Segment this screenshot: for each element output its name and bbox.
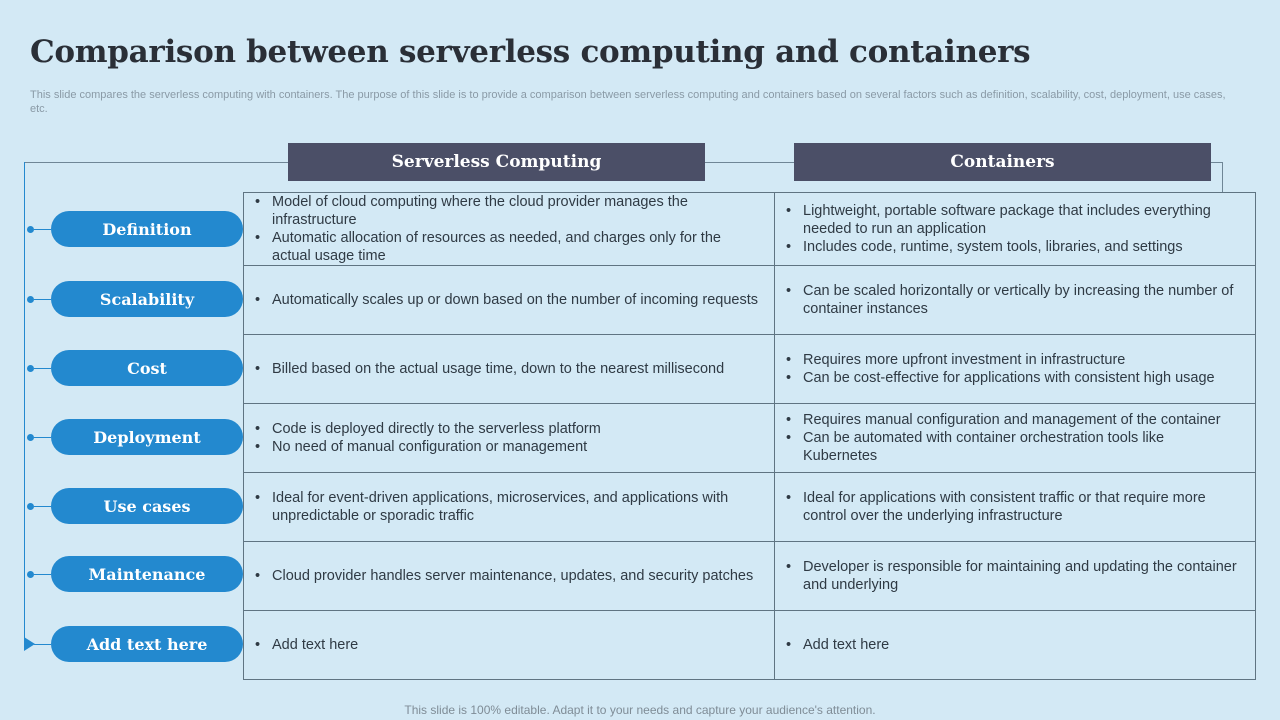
serverless-bullet-list bbox=[254, 489, 760, 525]
bullet-item: • Ideal for event-driven applications, microservices, and applications with unpredictable or sporadic traffic bbox=[254, 489, 760, 525]
containers-bullet-list bbox=[785, 636, 1241, 654]
containers-cell bbox=[775, 473, 1256, 542]
timeline-dot bbox=[27, 296, 34, 303]
bullet-item: • Model of cloud computing where the cloud provider manages the infrastructure bbox=[254, 193, 760, 229]
row-label-maintenance: Maintenance bbox=[51, 556, 243, 592]
table-row bbox=[244, 542, 1256, 611]
containers-cell bbox=[775, 266, 1256, 335]
bullet-item: • Requires manual configuration and management of the container bbox=[785, 411, 1241, 429]
bullet-item: • Automatically scales up or down based on the number of incoming requests bbox=[254, 291, 760, 309]
connector-line bbox=[34, 437, 51, 438]
connector-line bbox=[34, 506, 51, 507]
timeline-dot bbox=[27, 365, 34, 372]
bullet-item: • Ideal for applications with consistent traffic or that require more control over the underlying infrastructure bbox=[785, 489, 1241, 525]
comparison-table bbox=[243, 192, 1256, 680]
containers-cell bbox=[775, 404, 1256, 473]
row-label-use-cases: Use cases bbox=[51, 488, 243, 524]
serverless-bullet-list bbox=[254, 291, 760, 309]
bullet-item: • Developer is responsible for maintaining and updating the container and underlying bbox=[785, 558, 1241, 594]
bullet-item: • Includes code, runtime, system tools, libraries, and settings bbox=[785, 238, 1241, 256]
frame-top-line-left bbox=[24, 162, 288, 163]
footer-note: This slide is 100% editable. Adapt it to your needs and capture your audience's attention. bbox=[404, 703, 876, 717]
containers-bullet-list bbox=[785, 351, 1241, 387]
containers-bullet-list bbox=[785, 489, 1241, 525]
serverless-cell bbox=[244, 404, 775, 473]
table-row bbox=[244, 611, 1256, 680]
connector-line bbox=[34, 644, 51, 645]
serverless-cell bbox=[244, 611, 775, 680]
serverless-cell bbox=[244, 193, 775, 266]
bullet-item: • Requires more upfront investment in infrastructure bbox=[785, 351, 1241, 369]
timeline-dot bbox=[27, 571, 34, 578]
row-label-scalability: Scalability bbox=[51, 281, 243, 317]
timeline-dot bbox=[27, 226, 34, 233]
table-row bbox=[244, 193, 1256, 266]
slide-title: Comparison between serverless computing and containers bbox=[30, 34, 1031, 70]
bullet-item: • Lightweight, portable software package that includes everything needed to run an application bbox=[785, 202, 1241, 238]
serverless-bullet-list bbox=[254, 420, 760, 456]
serverless-cell bbox=[244, 335, 775, 404]
serverless-bullet-list bbox=[254, 360, 760, 378]
table-row bbox=[244, 404, 1256, 473]
row-label-definition: Definition bbox=[51, 211, 243, 247]
containers-bullet-list bbox=[785, 411, 1241, 465]
row-label-add-text-here: Add text here bbox=[51, 626, 243, 662]
frame-right-line bbox=[1222, 162, 1223, 192]
containers-bullet-list bbox=[785, 202, 1241, 256]
table-row bbox=[244, 266, 1256, 335]
row-label-deployment: Deployment bbox=[51, 419, 243, 455]
bullet-item: • Can be automated with container orchestration tools like Kubernetes bbox=[785, 429, 1241, 465]
serverless-cell bbox=[244, 266, 775, 335]
connector-line bbox=[34, 368, 51, 369]
column-header-containers: Containers bbox=[794, 143, 1211, 181]
containers-cell bbox=[775, 193, 1256, 266]
connector-line bbox=[34, 299, 51, 300]
slide-subtitle: This slide compares the serverless computing with containers. The purpose of this slide is to provide a comparison between serverless computing and containers based on several factors such as definition, scalability, cost, deployment, use cases, etc. bbox=[30, 89, 1226, 115]
serverless-bullet-list bbox=[254, 636, 760, 654]
containers-bullet-list bbox=[785, 282, 1241, 318]
bullet-item: • No need of manual configuration or management bbox=[254, 438, 760, 456]
bullet-item: • Can be scaled horizontally or vertically by increasing the number of container instances bbox=[785, 282, 1241, 318]
containers-cell bbox=[775, 335, 1256, 404]
bullet-item: • Cloud provider handles server maintenance, updates, and security patches bbox=[254, 567, 760, 585]
table-row bbox=[244, 335, 1256, 404]
column-header-serverless: Serverless Computing bbox=[288, 143, 705, 181]
serverless-cell bbox=[244, 473, 775, 542]
timeline-dot bbox=[27, 503, 34, 510]
frame-left-line bbox=[24, 162, 25, 644]
bullet-item: • Code is deployed directly to the serverless platform bbox=[254, 420, 760, 438]
bullet-item: • Can be cost-effective for applications with consistent high usage bbox=[785, 369, 1241, 387]
table-row bbox=[244, 473, 1256, 542]
serverless-bullet-list bbox=[254, 567, 760, 585]
containers-bullet-list bbox=[785, 558, 1241, 594]
bullet-item: • Billed based on the actual usage time, down to the nearest millisecond bbox=[254, 360, 760, 378]
bullet-item: • Add text here bbox=[785, 636, 1241, 654]
timeline-dot bbox=[27, 434, 34, 441]
containers-cell bbox=[775, 611, 1256, 680]
frame-top-line-middle bbox=[705, 162, 794, 163]
serverless-bullet-list bbox=[254, 193, 760, 265]
containers-cell bbox=[775, 542, 1256, 611]
bullet-item: • Automatic allocation of resources as needed, and charges only for the actual usage time bbox=[254, 229, 760, 265]
serverless-cell bbox=[244, 542, 775, 611]
row-label-cost: Cost bbox=[51, 350, 243, 386]
bullet-item: • Add text here bbox=[254, 636, 760, 654]
connector-line bbox=[34, 574, 51, 575]
connector-line bbox=[34, 229, 51, 230]
